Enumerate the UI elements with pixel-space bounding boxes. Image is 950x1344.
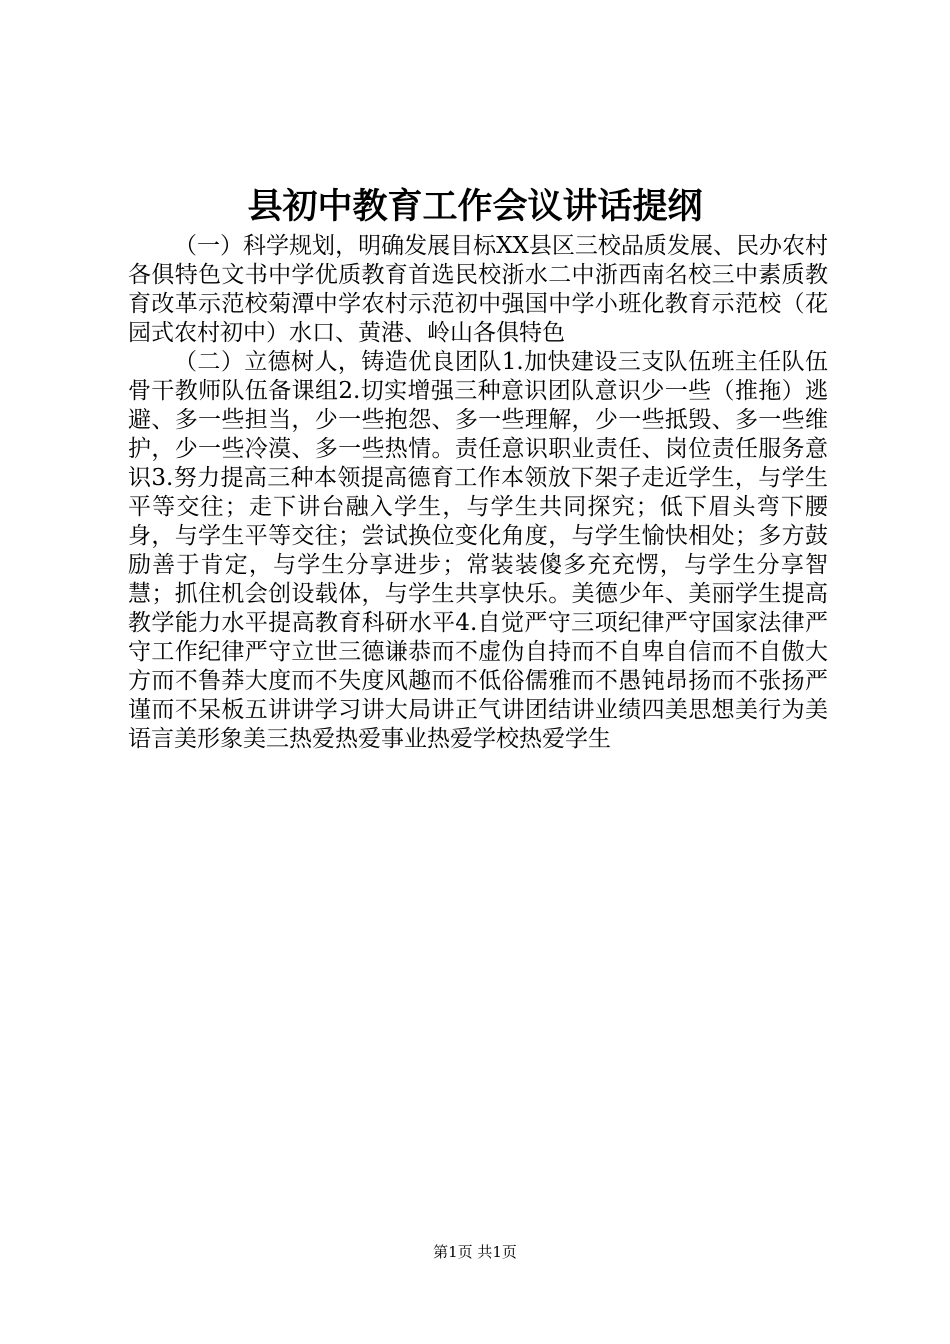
paragraph-2: （二）立德树人，铸造优良团队1.加快建设三支队伍班主任队伍骨干教师队伍备课组2.切实增强三种意识团队意识少一些（推拖）逃避、多一些担当，少一些抱怨、多一些理解，少一些抵毁、多一些维护，少一些冷漠、多一些热情。责任意识职业责任、岗位责任服务意识3.努力提高三种本领提高德育工作本领放下架子走近学生，与学生平等交往；走下讲台融入学生，与学生共同探究；低下眉头弯下腰身，与学生平等交往；尝试换位变化角度，与学生愉快相处；多方鼓励善于肯定，与学生分享进步；常装装傻多充充愣，与学生分享智慧；抓住机会创设载体，与学生共享快乐。美德少年、美丽学生提高教学能力水平提高教育科研水平4.自觉严守三项纪律严守国家法律严守工作纪律严守立世三德谦恭而不虚伪自持而不自卑自信而不自傲大方而不鲁莽大度而不失度风趣而不低俗儒雅而不愚钝昂扬而不张扬严谨而不呆板五讲讲学习讲大局讲正气讲团结讲业绩四美思想美行为美语言美形象美三热爱热爱事业热爱学校热爱学生 — [128, 349, 828, 752]
paragraph-1: （一）科学规划，明确发展目标XX县区三校品质发展、民办农村各俱特色文书中学优质教育首选民校浙水二中浙西南名校三中素质教育改革示范校菊潭中学农村示范初中强国中学小班化教育示范校（花园式农村初中）水口、黄港、岭山各俱特色 — [128, 233, 828, 346]
document-title: 县初中教育工作会议讲话提纲 — [247, 186, 703, 227]
document-body — [128, 232, 828, 754]
page-footer: 第1页 共1页 — [433, 1243, 517, 1261]
